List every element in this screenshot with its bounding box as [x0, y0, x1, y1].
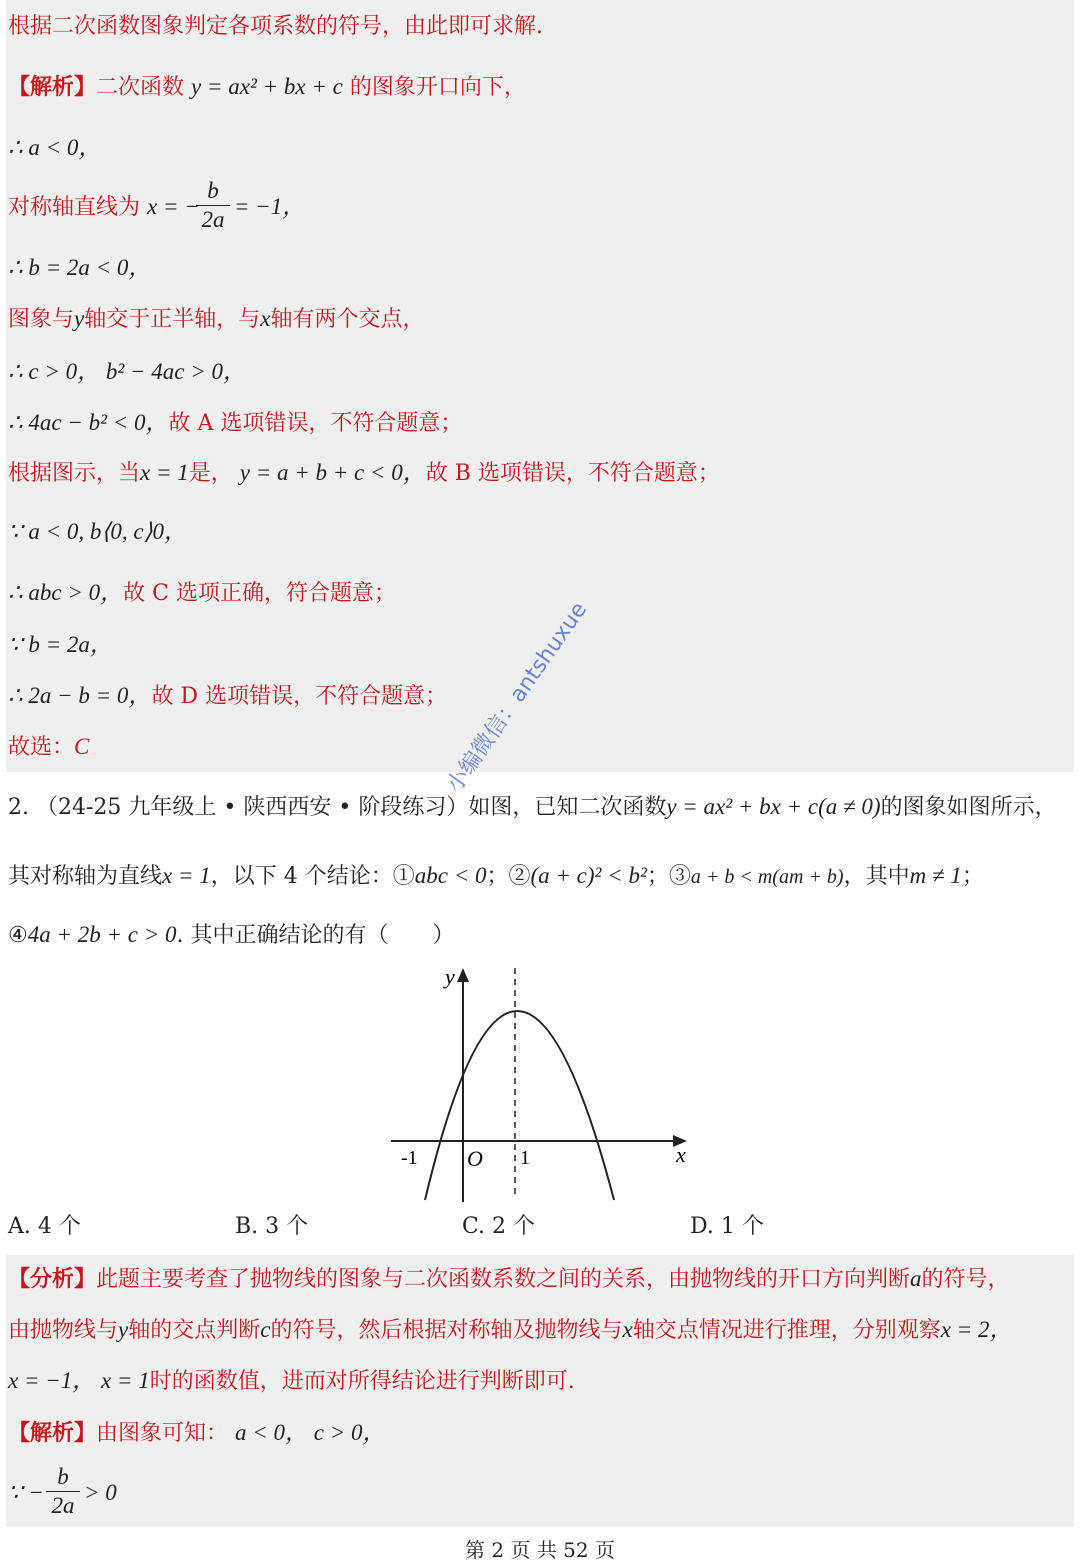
- denominator: 2a: [201, 207, 225, 232]
- formula: x = 1: [162, 863, 211, 888]
- text: ，其中: [843, 864, 910, 889]
- formula: y = a + b + c < 0，: [239, 460, 426, 485]
- var-x: x: [622, 1317, 633, 1342]
- solution-line-1: [8, 1418, 386, 1449]
- solution-line-13: [8, 681, 447, 712]
- text: 故 C 选项正确，符合题意；: [123, 581, 396, 606]
- solution-line-2a: ∵ −: [8, 1480, 44, 1505]
- analysis-line-1: [8, 1264, 1010, 1295]
- solution-line-14: [8, 732, 89, 763]
- text: 的图象开口向下，: [349, 75, 526, 100]
- formula: a < 0， c > 0，: [235, 1420, 386, 1445]
- formula: x = 1: [140, 460, 189, 485]
- var-x: x: [260, 306, 271, 331]
- solution-line-12: ∵ b = 2a，: [8, 632, 113, 657]
- solution-line-10: ∵ a < 0, b⟨0, c⟩0，: [8, 519, 188, 544]
- text: 故 B 选项错误，不符合题意；: [425, 461, 720, 486]
- text: ④: [8, 923, 28, 948]
- text: 图象与: [8, 307, 75, 332]
- text: ；③: [646, 864, 691, 889]
- text: ，以下 4 个结论：①: [210, 864, 415, 889]
- solution-line-8: [8, 408, 462, 439]
- text: 根据二次函数图象判定各项系数的符号，由此即可求解.: [8, 14, 543, 39]
- numerator: b: [207, 178, 219, 203]
- formula: ∴ 2a − b = 0，: [8, 683, 152, 708]
- text: 其对称轴为直线: [8, 864, 163, 889]
- formula: a + b < m(am + b): [690, 866, 844, 888]
- text: 轴有两个交点，: [270, 307, 425, 332]
- text: 的符号，然后根据对称轴及抛物线与: [270, 1318, 623, 1343]
- denominator: 2a: [51, 1493, 75, 1518]
- var-y: y: [118, 1317, 129, 1342]
- question-line-3: [8, 920, 455, 951]
- formula: x = −: [147, 194, 200, 219]
- solution-line-2: [8, 72, 526, 103]
- option-b: B. 3 个: [235, 1214, 309, 1239]
- formula: ∴ abc > 0，: [8, 580, 124, 605]
- formula: = −1，: [234, 194, 306, 219]
- formula: m ≠ 1: [909, 863, 962, 888]
- text: 时的函数值，进而对所得结论进行判断即可.: [149, 1369, 575, 1394]
- fraction-b-over-2a: [196, 178, 230, 233]
- numerator: b: [57, 1464, 69, 1489]
- text: 由图象可知：: [96, 1421, 229, 1446]
- text: 二次函数: [96, 75, 185, 100]
- solution-line-7: ∴ c > 0， b² − 4ac > 0，: [8, 359, 247, 384]
- solution-tag: 【解析】: [8, 74, 97, 100]
- solution-line-3: ∴ a < 0，: [8, 135, 102, 160]
- analysis-line-1: [8, 12, 543, 42]
- fraction-b-over-2a: [46, 1464, 80, 1519]
- option-a: A. 4 个: [8, 1214, 81, 1239]
- text: 故 D 选项错误，不符合题意；: [151, 684, 448, 709]
- option-c: C. 2 个: [462, 1214, 536, 1239]
- text: 的符号，: [921, 1267, 1010, 1292]
- parabola-curve: [425, 1011, 614, 1200]
- answer-letter: C: [74, 734, 90, 759]
- tick-label-neg1: -1: [401, 1147, 418, 1169]
- fraction-bar: [46, 1491, 80, 1492]
- text: ；②: [486, 864, 531, 889]
- formula: y = ax² + bx + c: [191, 74, 343, 99]
- fraction-bar: [196, 205, 230, 206]
- analysis-line-3: [8, 1366, 575, 1397]
- watermark: 小编微信：antshuxue: [442, 597, 593, 798]
- text: 对称轴直线为: [8, 195, 141, 220]
- question-line-2: [8, 861, 984, 892]
- solution-line-6: [8, 304, 424, 335]
- parabola-graph: [385, 962, 695, 1207]
- text: ；: [961, 864, 984, 889]
- question-line-1: [8, 792, 1057, 823]
- text: 轴交点情况进行推理，分别观察: [632, 1318, 941, 1343]
- formula: x = 2，: [940, 1317, 1013, 1342]
- formula: ∴ 4ac − b² < 0，: [8, 410, 169, 435]
- formula: y = ax² + bx + c(a ≠ 0): [666, 794, 881, 819]
- text: 根据图示，当: [8, 461, 141, 486]
- var-a: a: [910, 1266, 922, 1291]
- y-axis-arrow: [457, 968, 469, 982]
- analysis-line-2: [8, 1315, 1012, 1346]
- text: 2. （24-25 九年级上 • 陕西西安 • 阶段练习）如图，已知二次函数: [8, 795, 667, 820]
- option-d: D. 1 个: [690, 1214, 764, 1239]
- solution-line-5: ∴ b = 2a < 0，: [8, 255, 152, 280]
- text: 故 A 选项错误，不符合题意；: [168, 411, 463, 436]
- formula: x = −1， x = 1: [8, 1368, 150, 1393]
- formula: abc < 0: [414, 863, 487, 888]
- text: 由抛物线与: [8, 1318, 119, 1343]
- text: . 其中正确结论的有（ ）: [176, 923, 455, 948]
- solution-line-2b: > 0: [84, 1480, 117, 1505]
- text: 的图象如图所示，: [880, 795, 1057, 820]
- page-footer: 第 2 页 共 52 页: [465, 1538, 615, 1562]
- text: 轴的交点判断: [128, 1318, 261, 1343]
- var-c: c: [260, 1317, 271, 1342]
- solution-line-9: [8, 458, 720, 489]
- text: 故选：: [8, 735, 75, 760]
- y-axis-label: y: [445, 964, 455, 989]
- analysis-tag: 【分析】: [8, 1266, 97, 1292]
- solution-tag: 【解析】: [8, 1420, 97, 1446]
- tick-label-1: 1: [520, 1147, 530, 1169]
- solution-line-4: [8, 192, 200, 223]
- text: 是，: [188, 461, 233, 486]
- x-axis-label: x: [676, 1142, 686, 1167]
- var-y: y: [74, 306, 85, 331]
- text: 此题主要考查了抛物线的图象与二次函数系数之间的关系，由抛物线的开口方向判断: [96, 1267, 911, 1292]
- solution-line-11: [8, 578, 396, 609]
- text: 轴交于正半轴，与: [84, 307, 261, 332]
- formula: 4a + 2b + c > 0: [27, 922, 177, 947]
- formula: (a + c)² < b²: [530, 863, 647, 888]
- origin-label: O: [467, 1146, 483, 1171]
